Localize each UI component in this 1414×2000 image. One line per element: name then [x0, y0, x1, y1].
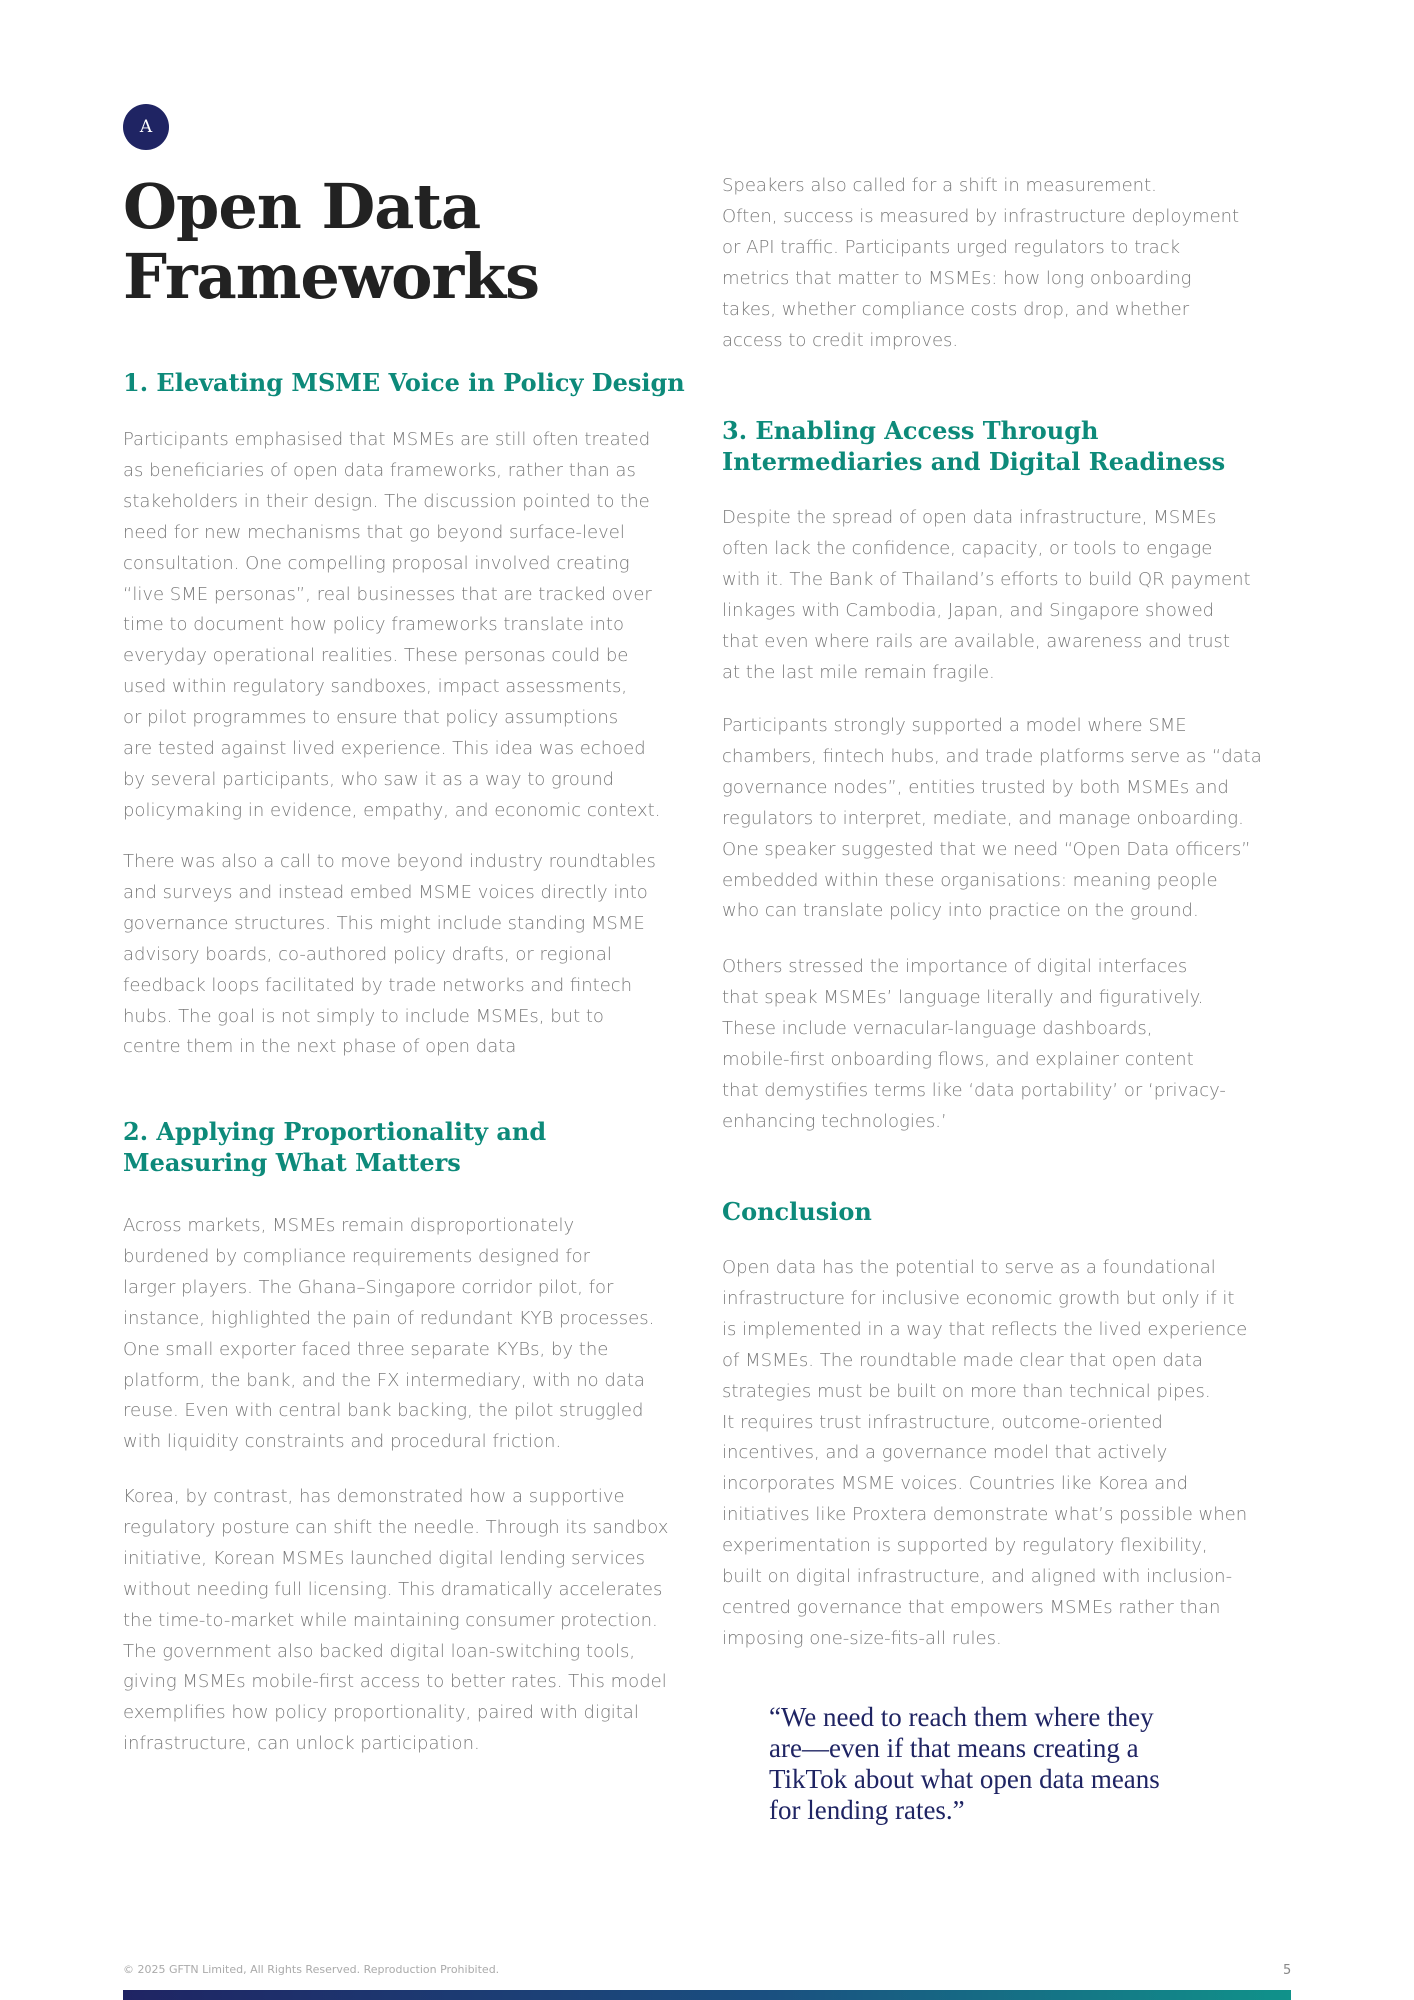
section-1-heading: 1. Elevating MSME Voice in Policy Design — [123, 368, 685, 397]
section-3-paragraph-1 — [722, 503, 1277, 688]
measurement-text: Speakers also called for a shift in measurement. Often, success is measured by infrastructure deployment or API traffic. Participants urged regulators to track metrics that matter to MSMEs: how long onboarding takes, whether compliance costs drop, and whether access to credit improves. — [722, 175, 1240, 351]
section-2-paragraph-2 — [123, 1482, 703, 1760]
section-badge: A — [123, 104, 169, 150]
section-3-text-2: Participants strongly supported a model where SME chambers, fintech hubs, and trade platforms serve as “data governance nodes”, entities trusted by both MSMEs and regulators to interpret, mediate, and manage onboarding. One speaker suggested that we need “Open Data officers” embedded within these organisations: meaning people who can translate policy into practice on the ground. — [722, 715, 1262, 922]
section-1-text-1: Participants emphasised that MSMEs are still often treated as beneficiaries of open data frameworks, rather than as stakeholders in their design. The discussion pointed to the need for new mechanisms that go beyond surface-level consultation. One compelling proposal involved creating “live SME personas”, real businesses that are tracked over time to document how policy frameworks translate into everyday operational realities. These personas could be used within regulatory sandboxes, impact assessments, or pilot programmes to ensure that policy assumptions are tested against lived experience. This idea was echoed by several participants, who saw it as a way to ground policymaking in evidence, empathy, and economic context. — [123, 429, 661, 821]
footer-gradient-bar — [123, 1990, 1291, 2000]
measurement-paragraph — [722, 171, 1277, 356]
conclusion-heading: Conclusion — [722, 1197, 872, 1226]
section-2-text-1: Across markets, MSMEs remain disproportionately burdened by compliance requirements designed for larger players. The Ghana–Singapore corridor pilot, for instance, highlighted the pain of redundant KYB processes. One small exporter faced three separate KYBs, by the platform, the bank, and the FX intermediary, with no data reuse. Even with central bank backing, the pilot struggled with liquidity constraints and procedural friction. — [123, 1215, 655, 1453]
page-number: 5 — [1283, 1963, 1292, 1978]
section-2-heading: 2. Applying Proportionality and Measuring What Matters — [123, 1117, 547, 1177]
conclusion-paragraph — [722, 1253, 1277, 1655]
section-3-paragraph-2 — [722, 711, 1277, 927]
pull-quote: “We need to reach them where they are—even if that means creating a TikTok about what open data means for lending rates.” — [769, 1702, 1160, 1825]
section-1-paragraph-1 — [123, 425, 703, 827]
section-2-text-2: Korea, by contrast, has demonstrated how a supportive regulatory posture can shift the needle. Through its sandbox initiative, Korean MSMEs launched digital lending services without needing full licensing. This dramatically accelerates the time-to-market while maintaining consumer protection. The government also backed digital loan-switching tools, giving MSMEs mobile-first access to better rates. This model exemplifies how policy proportionality, paired with digital infrastructure, can unlock participation. — [123, 1486, 669, 1755]
page-title-text: Open Data Frameworks — [123, 170, 540, 313]
section-3-text-1: Despite the spread of open data infrastructure, MSMEs often lack the confidence, capacity, or tools to engage with it. The Bank of Thailand’s efforts to build QR payment linkages with Cambodia, Japan, and Singapore showed that even where rails are available, awareness and trust at the last mile remain fragile. — [722, 507, 1251, 683]
section-3-text-3: Others stressed the importance of digital interfaces that speak MSMEs’ language literally and figuratively. These include vernacular-language dashboards, mobile-first onboarding flows, and explainer content that demystifies terms like ‘data portability’ or ‘privacy- enhancing technologies.’ — [722, 956, 1226, 1132]
page-title — [123, 172, 539, 312]
section-1-paragraph-2 — [123, 847, 703, 1063]
conclusion-text: Open data has the potential to serve as a foundational infrastructure for inclusive economic growth but only if it is implemented in a way that reflects the lived experience of MSMEs. The roundtable made clear that open data strategies must be built on more than technical pipes. It requires trust infrastructure, outcome-oriented incentives, and a governance model that actively incorporates MSME voices. Countries like Korea and initiatives like Proxtera demonstrate what’s possible when experimentation is supported by regulatory flexibility, built on digital infrastructure, and aligned with inclusion- centred governance that empowers MSMEs rather than imposing one-size-fits-all rules. — [722, 1257, 1248, 1649]
section-3-paragraph-3 — [722, 952, 1277, 1137]
section-1-text-2: There was also a call to move beyond industry roundtables and surveys and instead embed MSME voices directly into governance structures. This might include standing MSME advisory boards, co-authored policy drafts, or regional feedback loops facilitated by trade networks and fintech hubs. The goal is not simply to include MSMEs, but to centre them in the next phase of open data — [123, 851, 656, 1058]
section-2-paragraph-1 — [123, 1211, 703, 1458]
footer-copyright: © 2025 GFTN Limited, All Rights Reserved. Reproduction Prohibited. — [123, 1963, 500, 1976]
section-3-heading: 3. Enabling Access Through Intermediaries and Digital Readiness — [722, 416, 1226, 476]
